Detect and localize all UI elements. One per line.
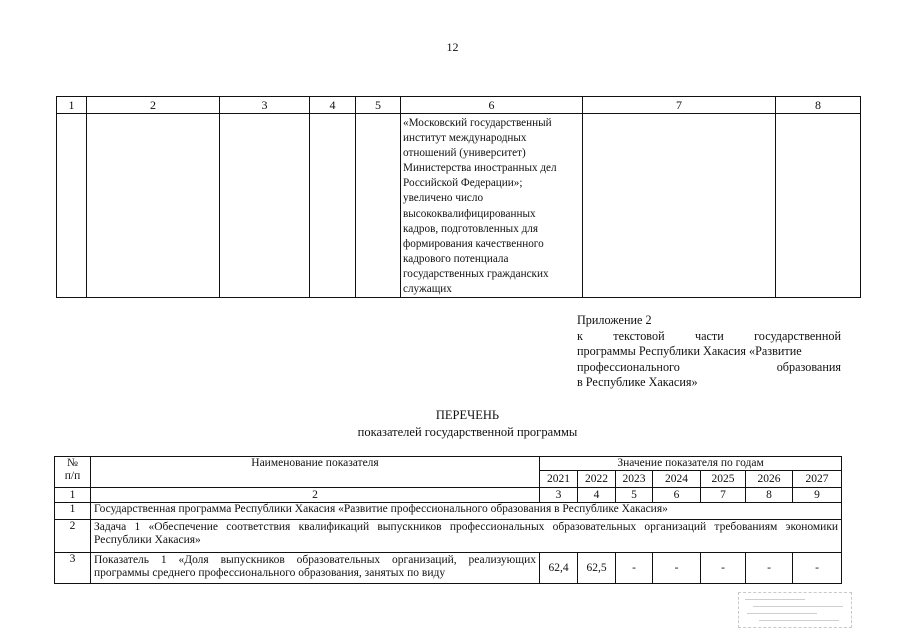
empty-cell bbox=[776, 114, 861, 298]
appendix-line: в Республике Хакасия» bbox=[577, 375, 698, 389]
table-row bbox=[55, 553, 842, 584]
table-row bbox=[57, 114, 861, 298]
row-number-cell: 2 bbox=[55, 520, 91, 553]
indicator-value-cell: - bbox=[793, 553, 842, 584]
continuation-table bbox=[56, 96, 861, 298]
empty-cell bbox=[583, 114, 776, 298]
indicator-value-cell: - bbox=[616, 553, 653, 584]
empty-cell bbox=[57, 114, 87, 298]
table-row bbox=[55, 503, 842, 520]
faint-stamp-mark bbox=[738, 592, 852, 628]
column-number-cell: 8 bbox=[746, 488, 793, 503]
year-header: 2026 bbox=[746, 471, 793, 488]
empty-cell bbox=[87, 114, 220, 298]
appendix-word: образования bbox=[776, 359, 841, 374]
column-number-cell: 3 bbox=[220, 97, 310, 114]
empty-cell bbox=[356, 114, 401, 298]
year-header: 2022 bbox=[578, 471, 616, 488]
appendix-line bbox=[577, 360, 841, 376]
column-number-cell: 3 bbox=[540, 488, 578, 503]
column-numbers-row bbox=[55, 488, 842, 503]
year-header: 2027 bbox=[793, 471, 842, 488]
row-number-cell: 1 bbox=[55, 503, 91, 520]
column-number-cell: 7 bbox=[583, 97, 776, 114]
appendix-line bbox=[577, 329, 841, 345]
result-description-cell: «Московский государственный институт международных отношений (университет) Министерства иностранных дел Российской Федерации»; увеличено число высококвалифицированных кадров, подготовленных для формирования качественного кадрового потенциала государственных гражданских служащих bbox=[401, 114, 583, 298]
appendix-line: программы Республики Хакасия «Развитие bbox=[577, 344, 802, 358]
column-number-cell: 4 bbox=[578, 488, 616, 503]
indicator-value-cell: - bbox=[746, 553, 793, 584]
column-number-cell: 5 bbox=[616, 488, 653, 503]
page-number: 12 bbox=[446, 40, 459, 54]
empty-cell bbox=[310, 114, 356, 298]
column-number-cell: 5 bbox=[356, 97, 401, 114]
appendix-title: Приложение 2 bbox=[577, 313, 652, 327]
document-subtitle: показателей государственной программы bbox=[357, 425, 578, 439]
year-header: 2025 bbox=[701, 471, 746, 488]
appendix-word: к bbox=[577, 328, 583, 343]
indicator-value-cell: 62,4 bbox=[540, 553, 578, 584]
indicator-name-cell: Показатель 1 «Доля выпускников образовательных организаций, реализующих программы среднего профессионального образования, занятых по виду bbox=[91, 553, 540, 584]
column-number-cell: 2 bbox=[91, 488, 540, 503]
row-number-header: № п/п bbox=[55, 457, 91, 488]
indicators-header-row bbox=[55, 457, 842, 471]
column-number-cell: 4 bbox=[310, 97, 356, 114]
column-number-cell: 1 bbox=[55, 488, 91, 503]
appendix-word: части bbox=[694, 328, 724, 343]
appendix-word: текстовой bbox=[613, 328, 665, 343]
year-header: 2024 bbox=[653, 471, 701, 488]
indicator-value-cell: - bbox=[653, 553, 701, 584]
column-number-cell: 6 bbox=[653, 488, 701, 503]
indicator-name-header: Наименование показателя bbox=[91, 457, 540, 488]
continuation-table-header-row bbox=[57, 97, 861, 114]
column-number-cell: 8 bbox=[776, 97, 861, 114]
program-name-cell: Государственная программа Республики Хакасия «Развитие профессионального образования в Республике Хакасия» bbox=[91, 503, 842, 520]
table-row bbox=[55, 520, 842, 553]
indicator-value-cell: - bbox=[701, 553, 746, 584]
column-number-cell: 9 bbox=[793, 488, 842, 503]
appendix-heading bbox=[577, 313, 841, 391]
task-name-cell: Задача 1 «Обеспечение соответствия квалификаций выпускников профессиональных образовательных организаций требованиям экономики Республики Хакасия» bbox=[91, 520, 842, 553]
year-header: 2023 bbox=[616, 471, 653, 488]
document-title: ПЕРЕЧЕНЬ bbox=[435, 408, 500, 422]
column-number-cell: 2 bbox=[87, 97, 220, 114]
year-header: 2021 bbox=[540, 471, 578, 488]
column-number-cell: 7 bbox=[701, 488, 746, 503]
values-by-year-header: Значение показателя по годам bbox=[540, 457, 842, 471]
empty-cell bbox=[220, 114, 310, 298]
indicator-value-cell: 62,5 bbox=[578, 553, 616, 584]
row-number-cell: 3 bbox=[55, 553, 91, 584]
appendix-word: профессионального bbox=[577, 359, 680, 374]
appendix-word: государственной bbox=[754, 328, 841, 343]
indicators-table bbox=[54, 456, 842, 584]
column-number-cell: 1 bbox=[57, 97, 87, 114]
column-number-cell: 6 bbox=[401, 97, 583, 114]
